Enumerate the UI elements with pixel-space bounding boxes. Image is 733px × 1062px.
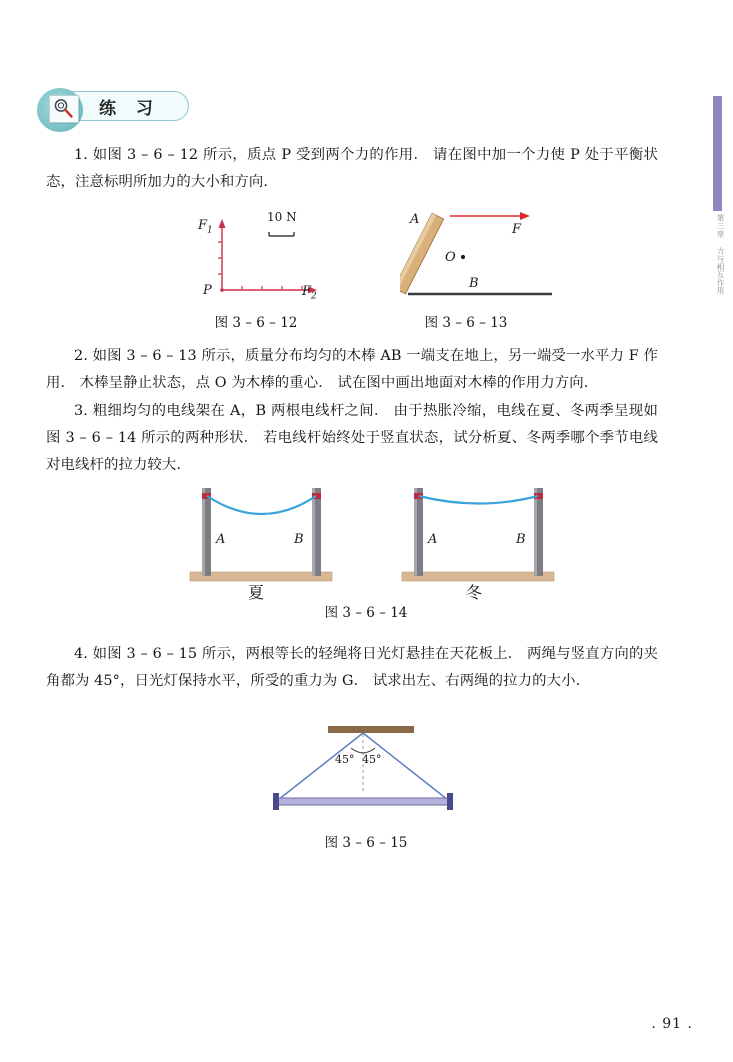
magnifier-icon (49, 95, 79, 123)
angle-label-left: 45° (335, 753, 355, 766)
fig14-winter-label-a: A (428, 532, 438, 547)
fig12-scale-label: 10 N (267, 210, 297, 224)
fig14-summer-label-b: B (294, 532, 304, 547)
page-number: . 91 . (651, 1016, 693, 1032)
figure-3-6-13 (400, 206, 560, 304)
figure-3-6-15-caption: 图 3 – 6 – 15 (324, 835, 408, 851)
question-3-text: 3. 粗细均匀的电线架在 A，B 两根电线杆之间． 由于热胀冷缩，电线在夏、冬两季呈现如图 3 – 6 – 14 所示的两种形状． 若电线杆始终处于竖直状态，试分析夏、冬两季哪个季节电线对电线杆的拉力较大. (46, 403, 658, 473)
question-1-text: 1. 如图 3 – 6 – 12 所示，质点 P 受到两个力的作用． 请在图中加一个力使 P 处于平衡状态，注意标明所加力的大小和方向. (46, 147, 658, 190)
figure-3-6-12 (190, 212, 340, 304)
exercise-badge (44, 91, 189, 121)
angle-label-right: 45° (362, 753, 382, 766)
chapter-margin-label: 第三章 力与相互作用 (716, 214, 725, 295)
fig13-label-a: A (410, 212, 420, 227)
season-label-summer: 夏 (248, 583, 265, 602)
figure-3-6-13-caption: 图 3 – 6 – 13 (424, 315, 508, 331)
fig14-summer-label-a: A (216, 532, 226, 547)
fig12-label-f2: $F_2$ (302, 284, 317, 302)
fig13-label-o: O (445, 250, 456, 265)
figure-3-6-14-summer (186, 484, 336, 602)
season-label-winter: 冬 (466, 583, 483, 602)
section-title: 练 习 (99, 98, 160, 119)
margin-accent-bar (713, 96, 722, 211)
fig13-label-b: B (469, 276, 479, 291)
question-2-text: 2. 如图 3 – 6 – 13 所示，质量分布均匀的木棒 AB 一端支在地上，另一端受一水平力 F 作用． 木棒呈静止状态，点 O 为木棒的重心． 试在图中画出地面对木棒的作用力方向. (46, 348, 658, 391)
figure-3-6-12-caption: 图 3 – 6 – 12 (214, 315, 298, 331)
figure-3-6-15 (256, 722, 471, 822)
figure-3-6-14-winter (398, 484, 558, 602)
fig13-label-f: F (512, 222, 522, 237)
fig12-label-f1: $F_1$ (198, 218, 213, 236)
fig14-winter-label-b: B (516, 532, 526, 547)
question-4-text: 4. 如图 3 – 6 – 15 所示，两根等长的轻绳将日光灯悬挂在天花板上． 两绳与竖直方向的夹角都为 45°，日光灯保持水平，所受的重力为 G． 试求出左、右两绳的拉力的大小. (46, 646, 658, 689)
fig12-label-p: P (203, 283, 212, 298)
figure-3-6-14-caption: 图 3 – 6 – 14 (324, 605, 408, 621)
section-header (44, 88, 189, 124)
